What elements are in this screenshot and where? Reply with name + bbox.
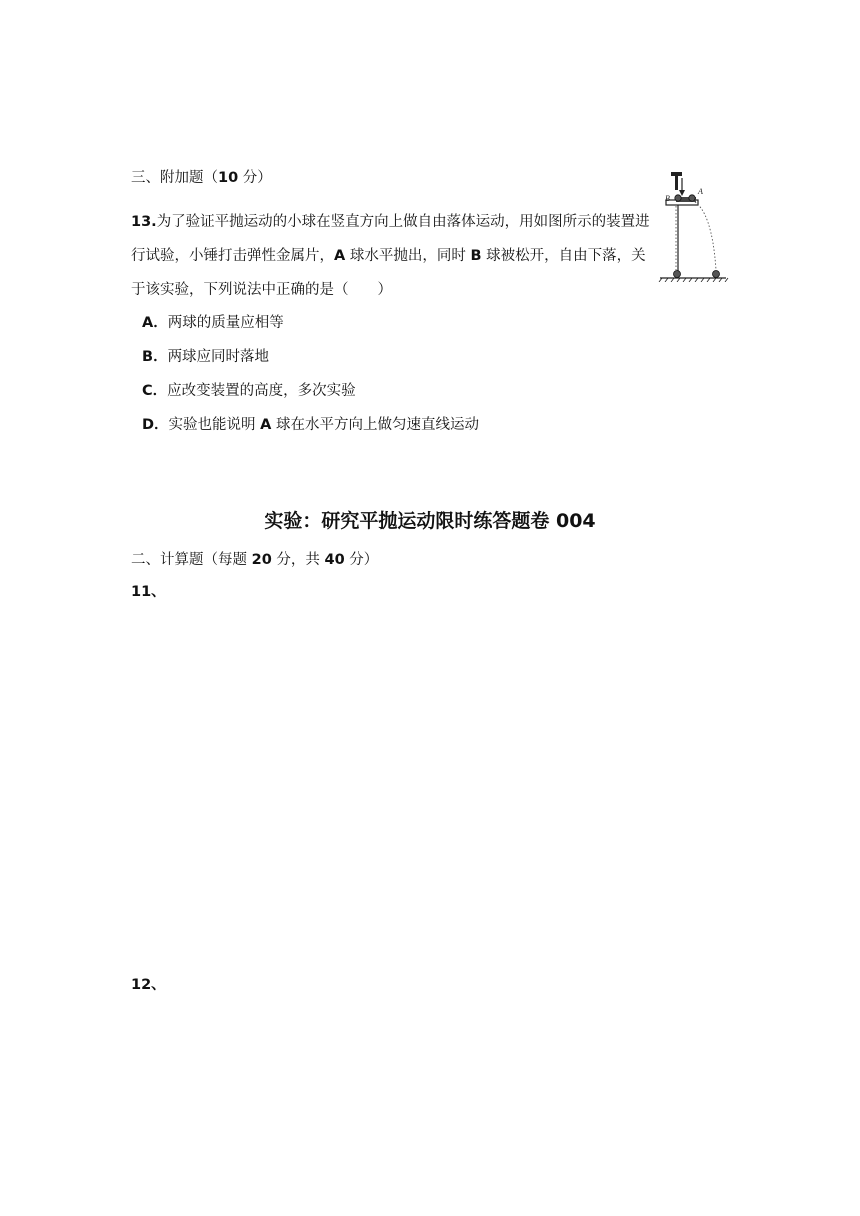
free-fall-apparatus-figure <box>656 170 730 282</box>
answer-sheet-title: 实验：研究平抛运动限时练答题卷 004 <box>264 510 596 532</box>
option-b: B．两球应同时落地 <box>142 349 270 365</box>
label-a: A <box>698 187 703 196</box>
section-2-heading: 二、计算题（每题 20 分，共 40 分） <box>131 552 379 568</box>
question-number: 13. <box>131 214 157 230</box>
question-13: 13.为了验证平抛运动的小球在竖直方向上做自由落体运动，用如图所示的装置进行试验，小锤打击弹性金属片，A 球水平抛出，同时 B 球被松开，自由下落，关于该实验，下列说法中正确的是（ ） <box>131 214 650 298</box>
section-3-heading: 三、附加题（10 分） <box>131 170 272 186</box>
label-b: B <box>665 194 670 203</box>
question-12-label: 12、 <box>131 977 166 993</box>
option-a: A．两球的质量应相等 <box>142 315 284 331</box>
option-c: C．应改变装置的高度，多次实验 <box>142 383 356 399</box>
question-11-label: 11、 <box>131 584 166 600</box>
option-d: D．实验也能说明 A 球在水平方向上做匀速直线运动 <box>142 417 479 433</box>
